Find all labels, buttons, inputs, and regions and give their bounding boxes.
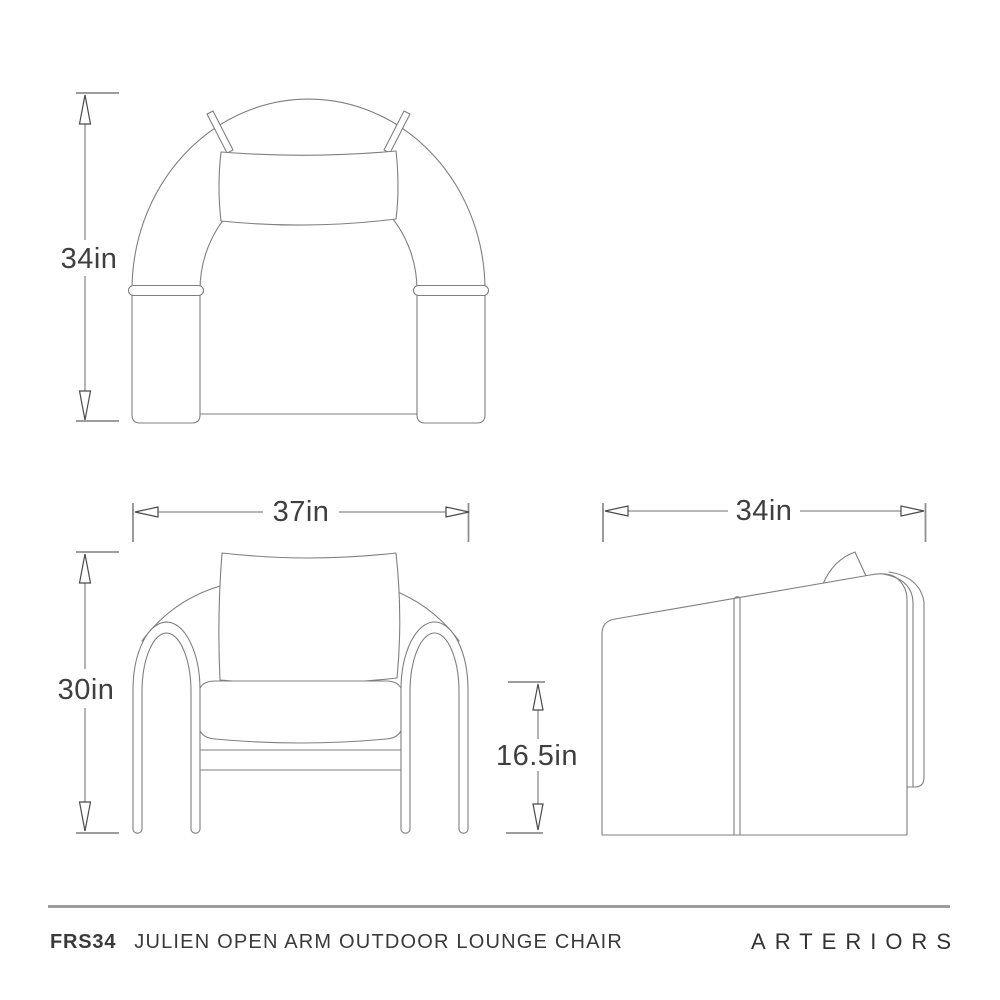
dim-label: 34in (60, 243, 118, 275)
top-view-strap-left (207, 111, 233, 153)
dim-label: 37in (272, 496, 330, 528)
arrow-right-icon (446, 507, 469, 517)
front-view-drawing (133, 553, 468, 833)
arrow-down-icon (533, 804, 543, 830)
top-view-back-pillow (219, 151, 398, 225)
top-view-armband-left (129, 286, 204, 296)
front-view-arm-right (401, 622, 468, 833)
top-view-arm-right (417, 290, 485, 423)
front-view-seat-rail (200, 750, 401, 770)
top-view-arm-left (132, 290, 200, 423)
top-view-drawing (129, 99, 489, 423)
brand-logo: ARTERIORS (751, 929, 960, 954)
arrow-right-icon (901, 506, 924, 516)
arrow-down-icon (80, 391, 91, 420)
front-view-arm-left (133, 622, 200, 833)
product-sku: FRS34 (50, 931, 117, 953)
top-view-strap-right (384, 111, 410, 153)
top-view-armband-right (414, 286, 489, 296)
front-view-back-pillow (219, 553, 400, 684)
side-view-drawing (602, 552, 924, 835)
arrow-left-icon (135, 507, 158, 517)
front-height-dimension (58, 552, 119, 833)
dim-label: 34in (735, 495, 793, 527)
dim-label: 16.5in (495, 740, 579, 772)
footer-title-block (50, 931, 623, 954)
side-view-body (602, 574, 907, 835)
product-name: JULIEN OPEN ARM OUTDOOR LOUNGE CHAIR (134, 931, 624, 953)
arrow-up-icon (533, 684, 543, 710)
arrow-up-icon (80, 95, 91, 124)
footer-divider (48, 905, 950, 908)
arrow-up-icon (80, 554, 91, 583)
dim-label: 30in (57, 674, 115, 706)
side-depth-dimension (603, 495, 926, 542)
arrow-down-icon (80, 802, 91, 831)
seat-height-dimension (496, 682, 578, 833)
front-width-dimension (133, 496, 469, 542)
arrow-left-icon (605, 506, 628, 516)
top-view-depth-dimension (61, 93, 119, 421)
front-view-seat-cushion (198, 681, 403, 743)
